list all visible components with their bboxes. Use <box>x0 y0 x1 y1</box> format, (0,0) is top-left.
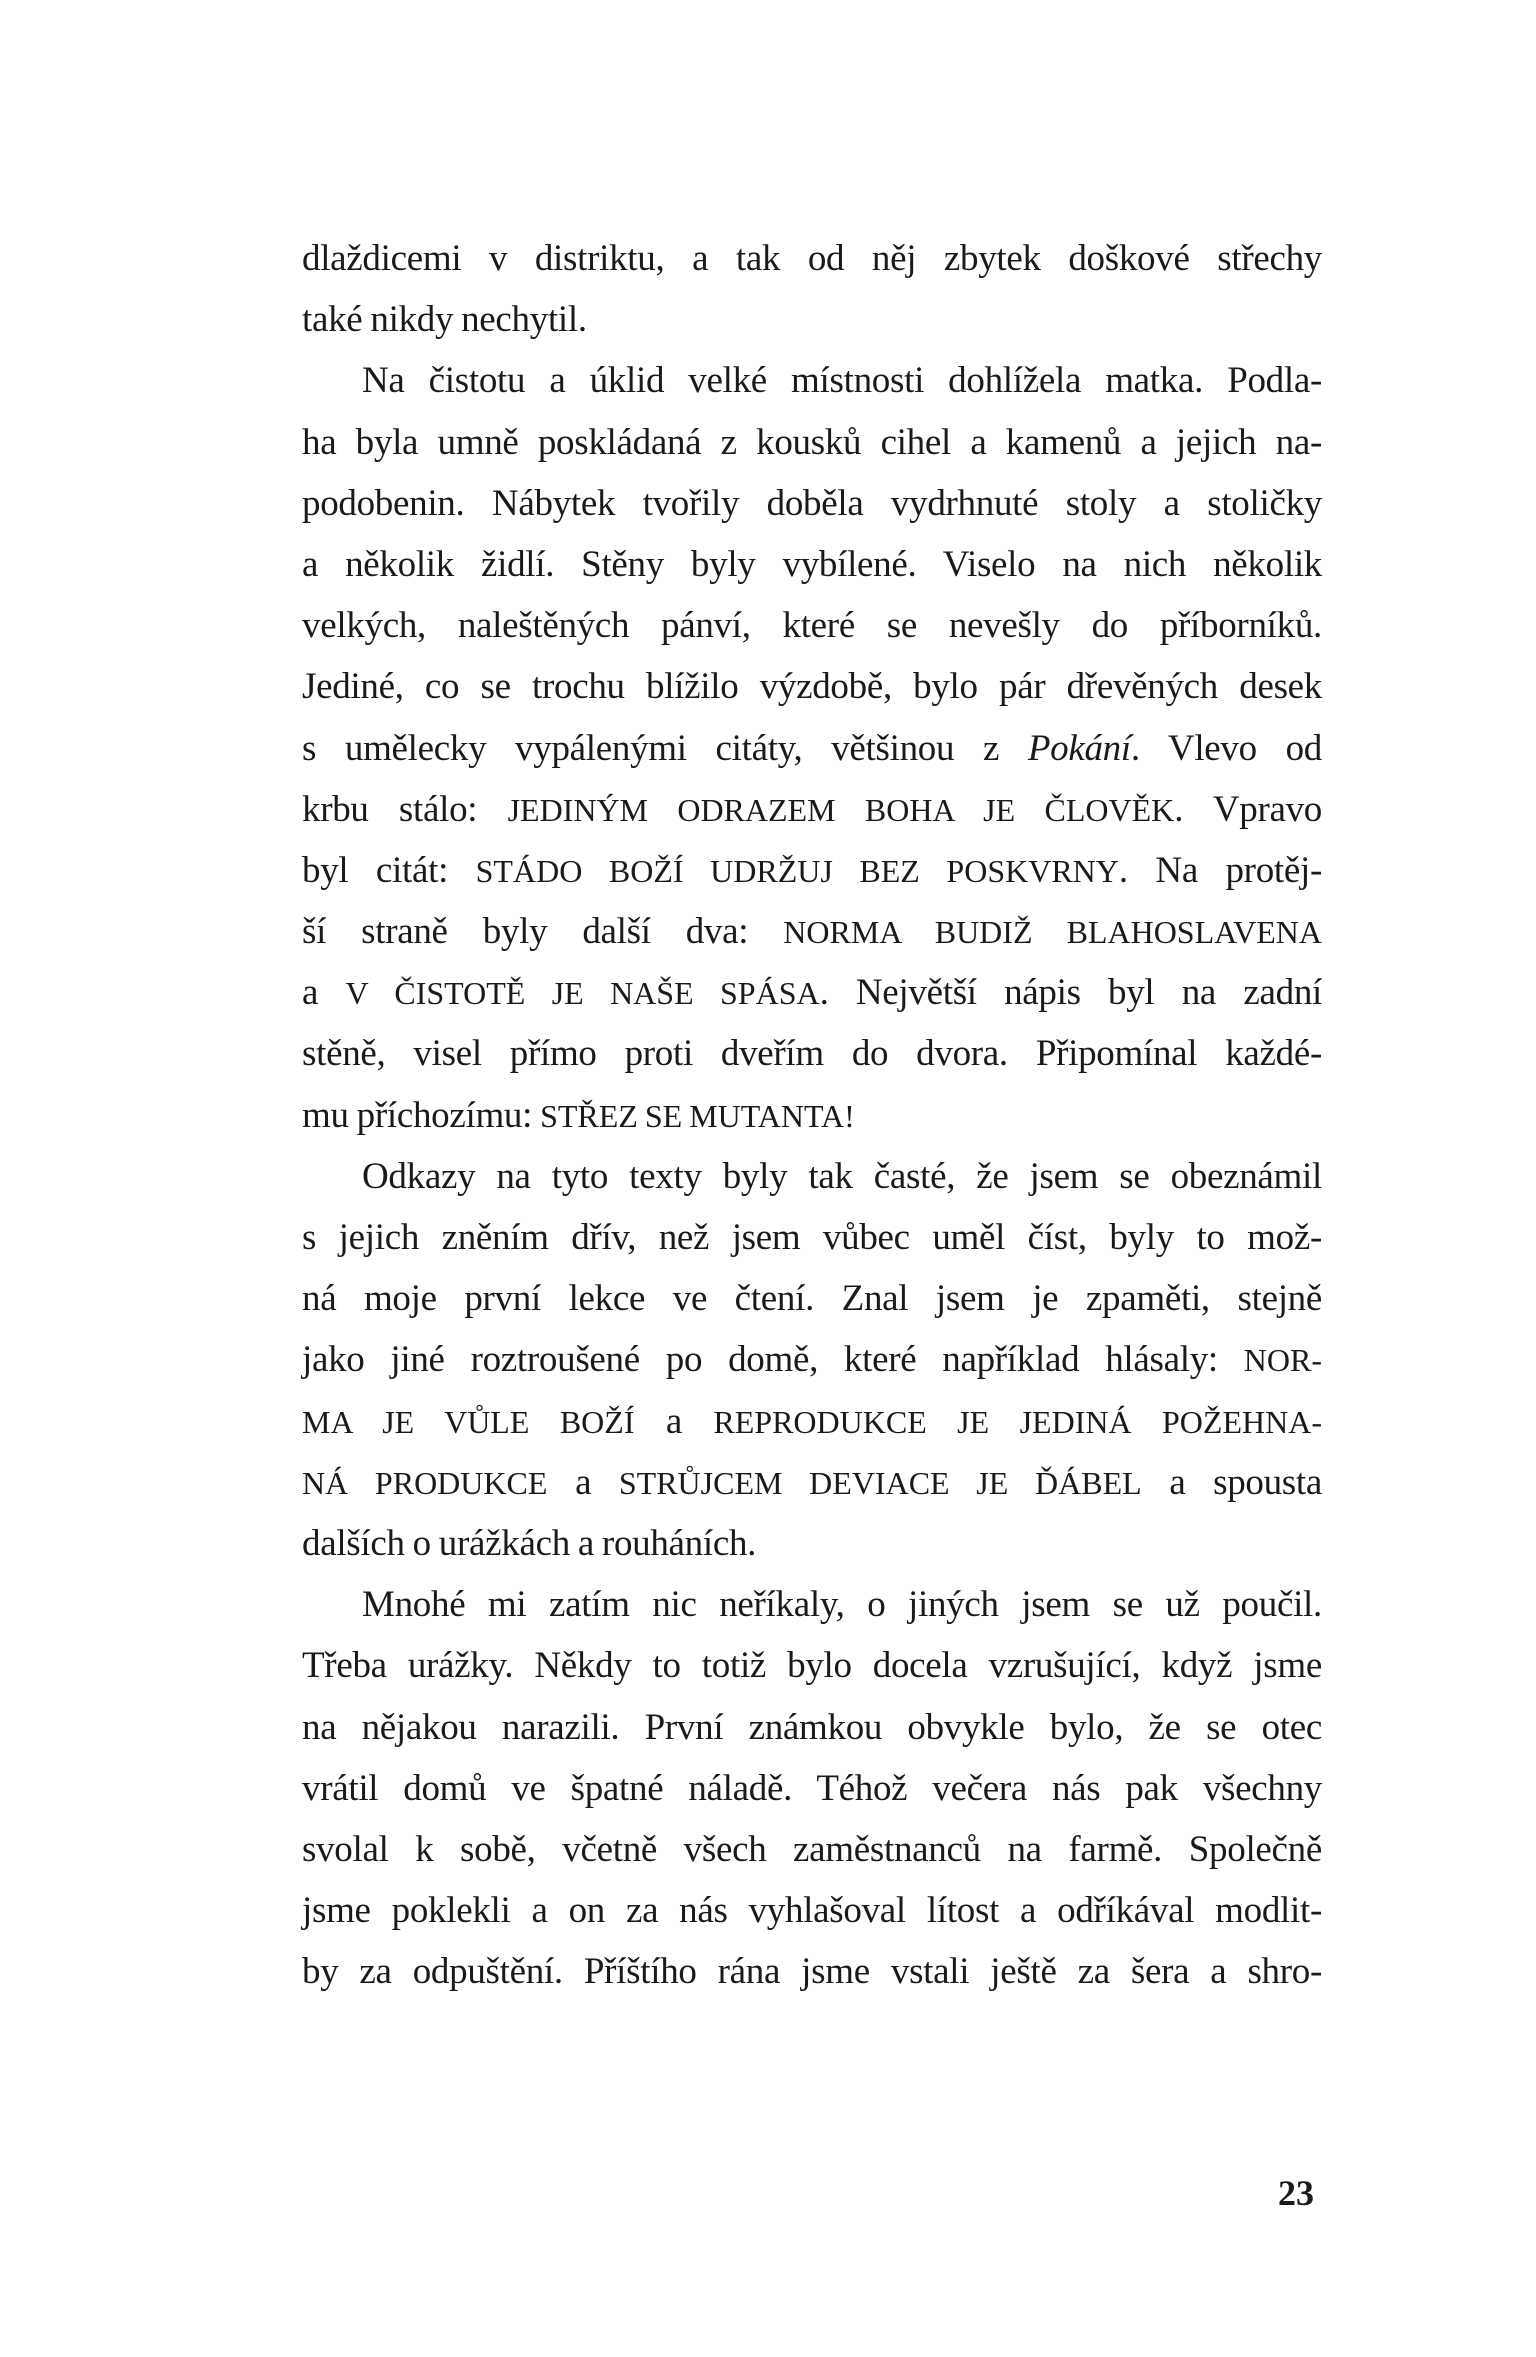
text-segment: také nikdy nechytil. <box>302 299 587 341</box>
text-segment: stěně, visel přímo proti dveřím do dvora. Připomínal každé- <box>302 1033 1322 1075</box>
text-segment: jako jiné roztroušené po domě, které například hlásaly: <box>302 1339 1244 1381</box>
slogan-text: NORMA BUDIŽ BLAHOSLAVENA <box>783 914 1323 951</box>
text-segment: velkých, naleštěných pánví, které se nevešly do příborníků. <box>302 605 1322 647</box>
text-line <box>302 1513 1322 1574</box>
slogan-text: NOR- <box>1243 1342 1322 1379</box>
text-segment: s umělecky vypálenými citáty, většinou z <box>302 727 1028 769</box>
text-segment: a <box>547 1461 619 1503</box>
text-line <box>302 1941 1322 2002</box>
text-line <box>302 473 1322 534</box>
text-segment: . Vlevo od <box>1130 727 1322 769</box>
text-line <box>302 901 1322 962</box>
text-segment: dalších o urážkách a rouháních. <box>302 1522 757 1564</box>
slogan-text: REPRODUKCE JE JEDINÁ POŽEHNA- <box>713 1403 1322 1440</box>
text-line <box>302 840 1322 901</box>
text-line <box>302 1880 1322 1941</box>
paragraph <box>302 1146 1322 1574</box>
text-segment: . Vpravo <box>1174 788 1322 830</box>
text-line <box>302 1146 1322 1207</box>
text-segment: vrátil domů ve špatné náladě. Téhož večera nás pak všechny <box>302 1767 1322 1809</box>
text-segment: Mnohé mi zatím nic neříkaly, o jiných jsem se už poučil. <box>362 1584 1322 1626</box>
text-line <box>302 1207 1322 1268</box>
text-segment: by za odpuštění. Příštího rána jsme vstali ještě za šera a shro- <box>302 1951 1322 1993</box>
slogan-text: JEDINÝM ODRAZEM BOHA JE ČLOVĚK <box>507 791 1175 828</box>
slogan-text: MA JE VŮLE BOŽÍ <box>302 1403 635 1440</box>
slogan-text: STÁDO BOŽÍ UDRŽUJ BEZ POSKVRNY <box>475 852 1119 889</box>
text-segment: a <box>634 1400 714 1442</box>
slogan-text: STRŮJCEM DEVIACE JE ĎÁBEL <box>618 1464 1142 1501</box>
text-segment: svolal k sobě, včetně všech zaměstnanců na farmě. Společně <box>302 1828 1322 1870</box>
text-segment: Třeba urážky. Někdy to totiž bylo docela vzrušující, když jsme <box>302 1645 1322 1687</box>
text-line <box>302 1023 1322 1084</box>
text-line <box>302 1819 1322 1880</box>
text-segment: na nějakou narazili. První známkou obvykle bylo, že se otec <box>302 1706 1322 1748</box>
paragraph <box>302 228 1322 350</box>
text-segment: Na čistotu a úklid velké místnosti dohlížela matka. Podla- <box>362 360 1322 402</box>
text-line <box>302 1452 1322 1513</box>
text-line <box>302 718 1322 779</box>
text-segment: mu příchozímu: <box>302 1094 541 1136</box>
text-segment: ha byla umně poskládaná z kousků cihel a kamenů a jejich na- <box>302 421 1322 463</box>
text-segment: dlaždicemi v distriktu, a tak od něj zbytek doškové střechy <box>302 238 1322 279</box>
slogan-text: STŘEZ SE MUTANTA! <box>540 1097 855 1134</box>
text-line <box>302 350 1322 411</box>
text-line <box>302 1085 1322 1146</box>
text-line <box>302 228 1322 289</box>
text-segment: s jejich zněním dřív, než jsem vůbec uměl číst, byly to mož- <box>302 1217 1322 1258</box>
paragraph <box>302 1574 1322 2002</box>
text-line <box>302 1758 1322 1819</box>
text-segment: podobenin. Nábytek tvořily doběla vydrhnuté stoly a stoličky <box>302 482 1322 524</box>
text-segment: jsme poklekli a on za nás vyhlašoval lítost a odříkával modlit- <box>302 1890 1322 1932</box>
text-line <box>302 1329 1322 1390</box>
text-line <box>302 1268 1322 1329</box>
text-segment: Odkazy na tyto texty byly tak časté, že jsem se obeznámil <box>362 1155 1322 1197</box>
text-line <box>302 779 1322 840</box>
text-line <box>302 1391 1322 1452</box>
text-line <box>302 534 1322 595</box>
text-line <box>302 1635 1322 1696</box>
text-line <box>302 1574 1322 1635</box>
text-segment: ší straně byly další dva: <box>302 911 784 953</box>
text-line <box>302 289 1322 350</box>
text-segment: a spousta <box>1141 1461 1323 1503</box>
text-segment: . Na protěj- <box>1118 849 1322 891</box>
text-segment: krbu stálo: <box>302 788 508 830</box>
body-text <box>302 228 1322 2002</box>
text-line <box>302 412 1322 473</box>
text-segment: byl citát: <box>302 849 476 891</box>
text-line <box>302 962 1322 1023</box>
paragraph <box>302 350 1322 1145</box>
text-line <box>302 1697 1322 1758</box>
text-segment: Jediné, co se trochu blížilo výzdobě, bylo pár dřevěných desek <box>302 666 1322 708</box>
italic-title: Pokání <box>1027 727 1131 769</box>
text-segment: . Největší nápis byl na zadní <box>819 972 1322 1014</box>
text-segment: ná moje první lekce ve čtení. Znal jsem je zpaměti, stejně <box>302 1278 1322 1320</box>
text-segment: a <box>302 972 346 1014</box>
text-line <box>302 656 1322 717</box>
text-segment: a několik židlí. Stěny byly vybílené. Viselo na nich několik <box>302 543 1322 585</box>
slogan-text: V ČISTOTĚ JE NAŠE SPÁSA <box>345 975 820 1012</box>
page-number: 23 <box>1278 2173 1314 2213</box>
slogan-text: NÁ PRODUKCE <box>302 1464 548 1501</box>
text-line <box>302 595 1322 656</box>
